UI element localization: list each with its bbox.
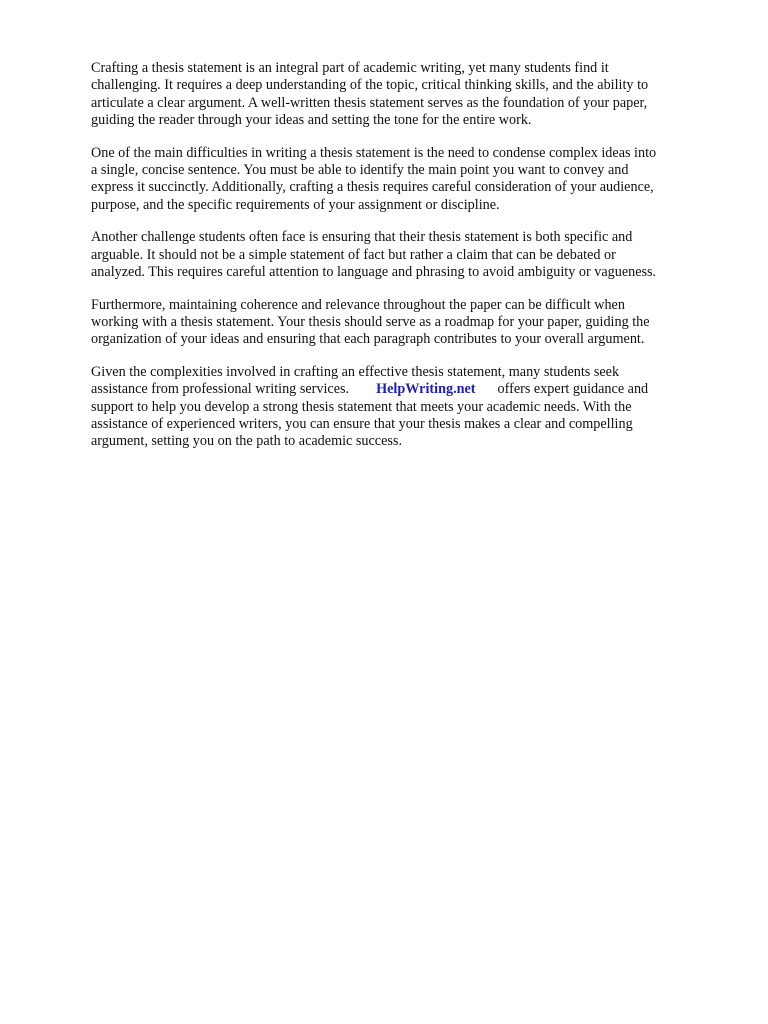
text-line: One of the main difficulties in writing a thesis statement is the need to condense complex ideas into <box>91 144 657 161</box>
text-line: working with a thesis statement. Your thesis should serve as a roadmap for your paper, guiding the <box>91 314 650 331</box>
text-line: Crafting a thesis statement is an integral part of academic writing, yet many students find it <box>91 60 609 76</box>
text-line: analyzed. This requires careful attention to language and phrasing to avoid ambiguity or vagueness. <box>91 263 657 280</box>
paragraph-4 <box>91 297 713 349</box>
text-line: argument, setting you on the path to academic success. <box>91 433 402 450</box>
paragraph-1 <box>91 60 713 129</box>
text-line: articulate a clear argument. A well-written thesis statement serves as the foundation of your paper, <box>91 94 648 111</box>
document-body <box>91 60 713 466</box>
text-line: Another challenge students often face is ensuring that their thesis statement is both specific and <box>91 229 633 246</box>
paragraph-5 <box>91 364 713 450</box>
helpwriting-link[interactable]: HelpWriting.net <box>376 381 476 398</box>
paragraph-3 <box>91 229 713 281</box>
text-line: challenging. It requires a deep understanding of the topic, critical thinking skills, and the ability to <box>91 77 649 94</box>
text-line: express it succinctly. Additionally, crafting a thesis requires careful consideration of your audience, <box>91 179 654 196</box>
text-line: Given the complexities involved in crafting an effective thesis statement, many students seek <box>91 364 620 381</box>
text-line: assistance of experienced writers, you can ensure that your thesis makes a clear and compelling <box>91 416 633 433</box>
text-line: support to help you develop a strong thesis statement that meets your academic needs. With the <box>91 398 632 415</box>
text-line: arguable. It should not be a simple statement of fact but rather a claim that can be debated or <box>91 246 616 263</box>
text-line: Furthermore, maintaining coherence and relevance throughout the paper can be difficult when <box>91 296 625 313</box>
text-line: organization of your ideas and ensuring that each paragraph contributes to your overall argument. <box>91 331 645 348</box>
text-line: guiding the reader through your ideas and setting the tone for the entire work. <box>91 111 532 128</box>
text-after-link: offers expert guidance and <box>497 381 649 398</box>
paragraph-2 <box>91 145 713 214</box>
text-before-link: assistance from professional writing services. <box>91 381 350 398</box>
text-line-with-link <box>91 381 713 398</box>
text-line: purpose, and the specific requirements of your assignment or discipline. <box>91 196 500 213</box>
text-line: a single, concise sentence. You must be able to identify the main point you want to convey and <box>91 161 629 178</box>
